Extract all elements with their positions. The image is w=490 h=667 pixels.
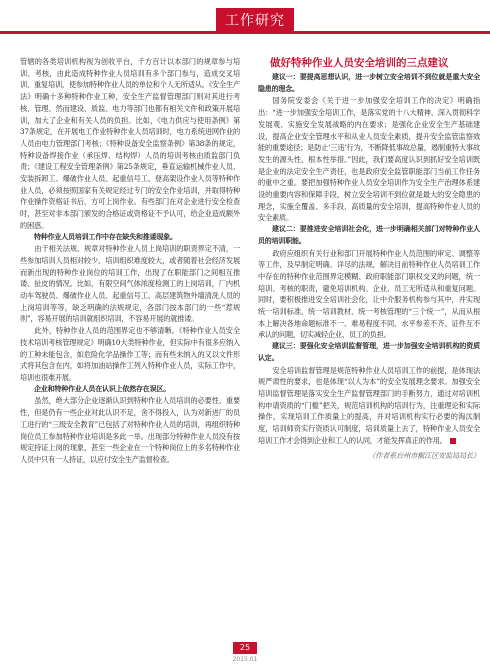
recommendation-label: 建议二：	[272, 225, 300, 234]
issue-date: 2015.01	[232, 656, 258, 663]
end-mark	[450, 438, 456, 444]
recommendation-text: 要强化安全培训监督管理，进一步加强安全培训机构的资质认定。	[258, 342, 480, 362]
recommendation-heading	[258, 72, 480, 95]
paragraph: 由于相关法规、规章对特种作业人员上岗培训的职责界定不清，一些参加培训人员相对较少、培训组织难度较大，或者随着社会经济发展而新出现的特种作业岗位的培训工作，出现了在职能部门之间相互推诿、扯皮的情况。比如，有限空间气体浓度检测工的上岗培训，厂内机动车驾驶员、爆破作业人员、起重信号工、高层建筑物外墙清洗人员的上岗培训等等，缺乏明确的法规规定，各部门按本部门的一些“惹规则”，容易开展的培训就组织培训，不容易开展的就推诿。	[20, 244, 240, 324]
subheading: 企业和特种作业人员在认识上依然存在误区。	[34, 384, 170, 393]
recommendation-text: 要提高思想认识，进一步树立安全培训不到位就是重大安全隐患的理念。	[258, 73, 480, 93]
paragraph: 管辖的各类培训机构视为创收平台，千方百计以本部门的规章参与培训、考核，由此造成特种作业人员培训有多个部门参与，造成交叉培训、重复培训，使参加特种作业人员的单位和个人无所适从。《安全生产法》明确十多种特种作业工种，安全生产监督管理部门则对其进行考核、管理、然而建设、质监、电力等部门也都有相关文件和政策开展培训，加大了企业和有关人员的负担。比如，《电力供应与使用条例》第37条规定，在开展电工作业特种作业人员培训时，电力系统进网作业的人员由电力管理部门考核；《特种设备安全监察条例》第38条的规定，特种设备焊接作业（承压焊、结构焊）人员的培训考核由质监部门负责；《建设工程安全管理条例》第25条规定，垂直运输机械作业人员、安装拆卸工、爆破作业人员、起重信号工、登高架设作业人员等特种作业人员，必须按照国家有关规定经过专门的安全作业培训，并取得特种作业操作资格证书后，方可上岗作业。有些部门在对企业进行安全检查时，甚至对非本部门颁发的合格证或资格证不予认可，给企业造成额外的困惑。	[20, 57, 241, 230]
paragraph: 政府应组织有关行业和部门开展特种作业人员范围的审定、调整等等工作，及早制定明确、详尽的法规，解决目前特种作业人员培训工作中存在的特种作业范围界定模糊、政府职能部门职权交叉的问题，统一培训、考核的职责，避免培训机构、企业、员工无所适从和重复问题。同时，要积极推进安全培训社会化，让中介服务机构参与其中，并实现统一培训标准、统一培训教材、统一考核管理的“三个统一”，从而从根本上解决各地命题标准不一、难易程度不同、水平参差不齐、证件互不承认的问题，切实减轻企业、员工的负担。	[258, 248, 480, 340]
recommendation-heading	[258, 341, 480, 364]
paragraph: 虽然，绝大部分企业逐渐认识到特种作业人员培训的必要性、重要性，但是仍有一些企业对此认识不足，舍不得投入，认为对新进厂的员工进行的“三级安全教育”已包括了对特种作业人员的培训，再组织特种岗位员工参加特种作业培训是多此一举。出现部分特种作业人员没有按规定持证上岗的现象，甚至一些企业在一个特种岗位上的多名特种作业人员中只有一人持证，以应付安全生产监督检查。	[20, 396, 240, 464]
paragraph: 安全培训监督管理是规范特种作业人员培训工作的前提，是体现法规严肃性的要求，也是体现“以人为本”的安全发展理念要求。加强安全培训监督管理是落实安全生产监督管理部门的手断努力，通过对培训机构申请资质的“门槛”把关，规范培训机构的培训行为，注重理论和实际操作，实现培训工作质量上的提高，并对培训机构实行必要的淘汰制度，培训师资实行资质认可制度，培训质量上去了，特种作业人员安全培训工作才会得到企业和工人的认同，才能发挥真正的作用。	[258, 365, 480, 445]
author-note: （作者系台州市椒江区安监局局长）	[368, 450, 480, 460]
recommendation-heading	[258, 224, 480, 247]
article-subtitle: 做好特种作业人员安全培训的三点建议	[270, 57, 449, 69]
recommendation-text: 要推进安全培训社会化，进一步明确相关部门对特种作业人员的培训职能。	[258, 225, 480, 245]
paragraph: 此外，特种作业人员的范围界定也不够清晰。《特种作业人员安全技术培训考核管理规定》明确10大类特种作业，但实际中有很多应纳入的工种未能包含，如危险化学品操作工等；而有些未纳入的又以文件形式将其包含在内，如将加油站操作工列入特种作业人员，实际工作中，培训也很难开展。	[20, 326, 240, 382]
left-column	[20, 56, 240, 466]
subheading: 特种作业人员培训工作中存在缺失和推诿现象。	[34, 232, 177, 241]
recommendation-label: 建议一：	[272, 73, 300, 81]
right-column	[258, 72, 480, 461]
section-label: 工作研究	[216, 8, 294, 34]
recommendation-label: 建议三：	[272, 342, 300, 351]
page-number: 25	[233, 642, 257, 654]
paragraph: 国务院安委会《关于进一步加强安全培训工作的决定》明确指出：“进一步加强安全培训工作，是落实党的十八大精神、深入贯彻科学发展观、实施安全发展战略的内在要求；是强化企业安全生产基础建设，提高企业安全管理水平和从业人员安全素质，提升安全监管监察效能的重要途径；是防止‘三违’行为，不断降低事故总量，遏制重特大事故发生的源头性、根本性举措。”因此，我们要高度认识到抓好安全培训既是企业的法定安全生产责任，也是政府安全监管职能部门当前工作任务的重中之重。要把加强特种作业人员安全培训作为安全生产治理体系建设的重要内容和保障手段，树立安全培训不到位就是最大的安全隐患的理念，实施全覆盖、多手段、高质量的安全培训，提高特种作业人员的安全素质。	[258, 96, 480, 223]
